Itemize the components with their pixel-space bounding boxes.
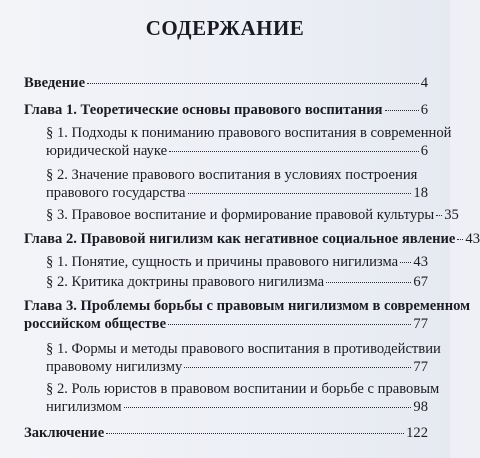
toc-entry-ch2-section-1[interactable] — [46, 253, 428, 271]
toc-page-number: 43 — [465, 231, 480, 247]
leader-dots — [457, 239, 463, 240]
toc-entry-text: правового государства — [46, 185, 186, 201]
toc-page-number: 4 — [420, 75, 428, 91]
toc-entry-text-line1: § 2. Значение правового воспитания в условиях построения — [46, 167, 418, 183]
leader-dots — [184, 367, 411, 368]
leader-dots — [124, 407, 412, 408]
toc-entry-text: Глава 2. Правовой нигилизм как негативное социальное явление — [24, 231, 456, 247]
toc-entry-text-line1: § 2. Роль юристов в правовом воспитании и борьбе с правовым — [46, 381, 440, 397]
toc-page-number: 18 — [413, 185, 428, 201]
toc-entry-introduction[interactable] — [24, 74, 428, 92]
page-title: СОДЕРЖАНИЕ — [145, 16, 305, 40]
toc-entry-text: российском обществе — [24, 316, 167, 332]
leader-dots — [385, 110, 419, 111]
toc-entry-text: § 1. Понятие, сущность и причины правового нигилизма — [46, 254, 399, 270]
toc-page-number: 6 — [420, 143, 428, 159]
toc-entry-ch1-section-2[interactable] — [46, 166, 428, 202]
leader-dots — [326, 282, 411, 283]
toc-page-number: 77 — [413, 359, 428, 375]
leader-dots — [87, 83, 419, 84]
toc-entry-text-line1: § 1. Формы и методы правового воспитания в противодействии — [46, 341, 441, 357]
toc-entry-text: § 3. Правовое воспитание и формирование правовой культуры — [46, 207, 435, 223]
leader-dots — [436, 215, 442, 216]
toc-entry-chapter-1[interactable] — [24, 101, 428, 119]
toc-entry-ch3-section-1[interactable] — [46, 340, 441, 376]
toc-entry-text: Заключение — [24, 425, 105, 441]
toc-entry-ch1-section-1[interactable] — [46, 124, 452, 160]
leader-dots — [106, 433, 404, 434]
toc-page-number: 77 — [413, 316, 428, 332]
toc-page-number: 35 — [444, 207, 459, 223]
leader-dots — [188, 193, 412, 194]
toc-entry-ch2-section-2[interactable] — [46, 273, 428, 291]
toc-entry-text: Введение — [24, 75, 86, 91]
toc-entry-ch3-section-2[interactable] — [46, 380, 440, 416]
toc-entry-text: юридической науке — [46, 143, 168, 159]
leader-dots — [168, 324, 411, 325]
toc-entry-text: нигилизмом — [46, 399, 122, 415]
toc-entry-chapter-3[interactable] — [24, 297, 471, 333]
leader-dots — [400, 262, 411, 263]
toc-page-number: 67 — [413, 274, 428, 290]
toc-entry-text: Глава 1. Теоретические основы правового воспитания — [24, 102, 383, 118]
toc-page-number: 122 — [406, 425, 428, 441]
toc-entry-text: § 2. Критика доктрины правового нигилизма — [46, 274, 325, 290]
toc-entry-text: правовому нигилизму — [46, 359, 183, 375]
toc-page-number: 43 — [413, 254, 428, 270]
toc-entry-ch1-section-3[interactable] — [46, 206, 459, 224]
toc-entry-conclusion[interactable] — [24, 424, 428, 442]
toc-entry-text-line1: § 1. Подходы к пониманию правового воспитания в современной — [46, 125, 452, 141]
toc-page-number: 6 — [420, 102, 428, 118]
leader-dots — [169, 151, 419, 152]
toc-entry-chapter-2[interactable] — [24, 230, 480, 248]
toc-entry-text-line1: Глава 3. Проблемы борьбы с правовым нигилизмом в современном — [24, 298, 471, 314]
toc-page-number: 98 — [413, 399, 428, 415]
